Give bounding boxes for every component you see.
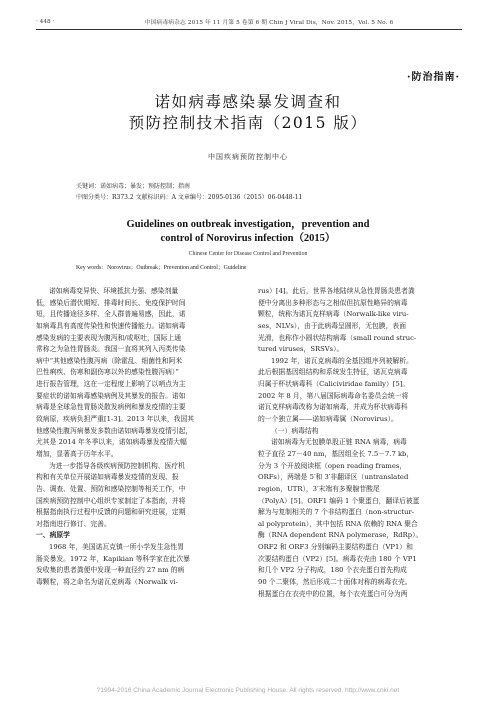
text-line: 诺瓦克样病毒改称为诺如病毒，并成为杯状病毒科 (258, 403, 408, 412)
text-line: 归属于杯状病毒科（Caliciviridae family）[5]。 (258, 380, 410, 389)
text-line: 如病毒具有高度传染性和快速传播能力。诺如病毒 (36, 321, 186, 330)
text-line: 1968 年，美国诺瓦克镇一所小学发生急性胃 (49, 543, 185, 552)
text-line: 90 个二聚体，然后形成二十面体对称的病毒衣壳。 (258, 578, 412, 587)
header-rule (36, 29, 462, 30)
text-line: 诺如病毒变异快、环境抵抗力强、感染剂量 (49, 287, 179, 295)
text-line: 致病原，疾病负担严重[1-3]。2013 年以来，我国其 (36, 415, 195, 424)
text-line: 的一个独立属——诺如病毒属（Norovirus）。 (258, 415, 398, 424)
text-line: ORFs），两端是 5′和 3′非翻译区（untranslated (258, 473, 409, 482)
text-line: 巴性痢疾、伤寒和副伤寒以外的感染性腹泻病）” (36, 368, 179, 377)
text-line: 低，感染后潜伏期短、排毒时间长、免疫保护时间 (36, 298, 186, 307)
journal-citation: 中国病毒病杂志 2015 年 11 月第 5 卷第 6 期 Chin J Viral Dis，Nov. 2015，Vol. 5 No. 6 (144, 20, 394, 26)
text-line: 诺如病毒为无包膜单股正链 RNA 病毒，病毒 (271, 438, 407, 447)
text-line: 粒子直径 27－40 nm，基因组全长 7.5－7.7 kb， (258, 449, 414, 458)
text-line: 病毒是全球急性胃肠炎散发病例和暴发疫情的主要 (36, 403, 186, 412)
text-line: 要症状的诺如病毒感染病例及其暴发的报告。诺如 (36, 391, 186, 400)
keywords-cn: 关键词：诺如病毒；暴发；预防控制；指南 (76, 183, 191, 190)
text-line: ses，NLVs），由于此病毒呈圆形，无包膜，表面 (258, 321, 406, 330)
text-line: 他感染性腹泻病暴发多数由诺如病毒暴发疫情引起， (36, 426, 193, 435)
text-line: 常称之为急性胃肠炎。我国一直将其列入丙类传染 (36, 345, 186, 354)
title-english (0, 218, 496, 246)
text-line: rus）[4]。此后，世界各地陆续从急性胃肠炎患者粪 (258, 287, 415, 295)
text-line: 2002 年 8 月，第八届国际病毒命名委员会统一将 (258, 391, 409, 400)
text-line: 便中分离出多种形态与之相似但抗原性略异的病毒 (258, 298, 408, 307)
title-chinese (0, 92, 496, 134)
text-line: 颗粒，统称为诺瓦克样病毒（Norwalk-like viru- (258, 310, 409, 319)
text-line: 毒颗粒，将之命名为诺瓦克病毒（Norwalk vi- (36, 578, 178, 587)
text-line: 构和有关单位开展诺如病毒暴发疫情的发现、报 (36, 473, 179, 482)
text-line: 光滑，也称作小圆状结构病毒（small round struc- (258, 333, 417, 342)
text-line: 为进一步指导各级疾病预防控制机构、医疗机 (49, 461, 185, 470)
text-line: 告、调查、处置、预防和感染控制等相关工作，中 (36, 484, 186, 493)
title-cn-line-2: 预防控制技术指南（2015 版） (128, 114, 368, 132)
keywords-english: Key words：Norovirus；Outbreak；Prevention and Control；Guideline (76, 265, 247, 271)
text-line: tured viruses，SRSVs）。 (258, 345, 344, 354)
text-line: 病中“其他感染性腹泻病（除霍乱、细菌性和阿米 (36, 356, 183, 365)
copyright-footer: ?1994-2016 China Academic Journal Electronic Publishing House. All rights reserved. http://www.cnki.net (96, 687, 400, 694)
text-line: 此后根据基因组结构和系统发生特征，诺瓦克病毒 (258, 368, 408, 377)
text-line: 国疾病预防控制中心组织专家制定了本指南，并将 (36, 496, 186, 505)
text-line: al polyprotein），其中包括 RNA 依赖的 RNA 聚合 (258, 519, 418, 528)
running-header (36, 17, 462, 26)
section-tag: ·防治指南· (407, 72, 460, 83)
text-line: 解为与复制相关的 7 个非结构蛋白（non-structur- (258, 508, 415, 517)
text-line: 尤其是 2014 年冬季以来，诺如病毒暴发疫情大幅 (36, 438, 187, 447)
text-line: region，UTR），3′末端有多聚腺苷酸尾 (258, 484, 380, 493)
title-en-line-2: control of Norovirus infection（2015） (160, 233, 336, 244)
text-line: 根据指南执行过程中反馈的问题和研究进展，定期 (36, 508, 186, 517)
text-line: ORF2 和 ORF3 分别编码主要结构蛋白（VP1）和 (258, 543, 413, 552)
text-line: 对指南进行修订、完善。 (36, 519, 111, 528)
text-line: 短，且传播途径多样、全人群普遍易感，因此，诺 (36, 310, 186, 319)
author-chinese: 中国疾病预防控制中心 (208, 153, 288, 161)
title-cn-line-1: 诺如病毒感染暴发调查和 (154, 93, 342, 111)
text-line: 和几个 VP2 分子构成，180 个衣壳蛋白首先构成 (258, 566, 407, 575)
text-line: 进行报告管理，这在一定程度上影响了以哨点为主 (36, 380, 186, 389)
text-line: 肠炎暴发。1972 年，Kapikian 等科学家在此次暴 (36, 554, 190, 563)
text-line: 酶（RNA dependent RNA polymerase，RdRp）。 (258, 531, 423, 540)
text-line: 增加，显著高于历年水平。 (36, 449, 118, 458)
text-line: 发收集的患者粪便中发现一种直径约 27 nm 的病 (36, 566, 185, 575)
page-number: · 448 · (36, 18, 55, 25)
text-line: 1992 年，诺瓦克病毒的全基因组序列被解析。 (271, 356, 413, 365)
text-line: 一、病原学 (36, 531, 70, 540)
text-line: 分为 3 个开放阅读框（open reading frames， (258, 461, 407, 470)
body-column-left (36, 286, 244, 589)
text-line: （PolyA）[5]。ORF1 编码 1 个聚蛋白，翻译后被蛋 (258, 496, 420, 505)
author-english: Chinese Center for Disease Control and Prevention (188, 251, 308, 257)
text-line: 感染发病的主要表现为腹泻和/或呕吐，国际上通 (36, 333, 182, 342)
body-column-right (258, 286, 466, 600)
classification-line: 中图分类号：R373.2 文献标识码：A 文章编号：2095-0136（2015）06-0448-11 (76, 194, 303, 201)
text-line: （一）病毒结构 (271, 426, 319, 435)
text-line: 根据蛋白在衣壳中的位置，每个衣壳蛋白可分为两 (258, 589, 408, 598)
text-line: 次要结构蛋白（VP2）[5]。病毒衣壳由 180 个 VP1 (258, 554, 417, 563)
title-en-line-1: Guidelines on outbreak investigation，prevention and (126, 219, 370, 230)
